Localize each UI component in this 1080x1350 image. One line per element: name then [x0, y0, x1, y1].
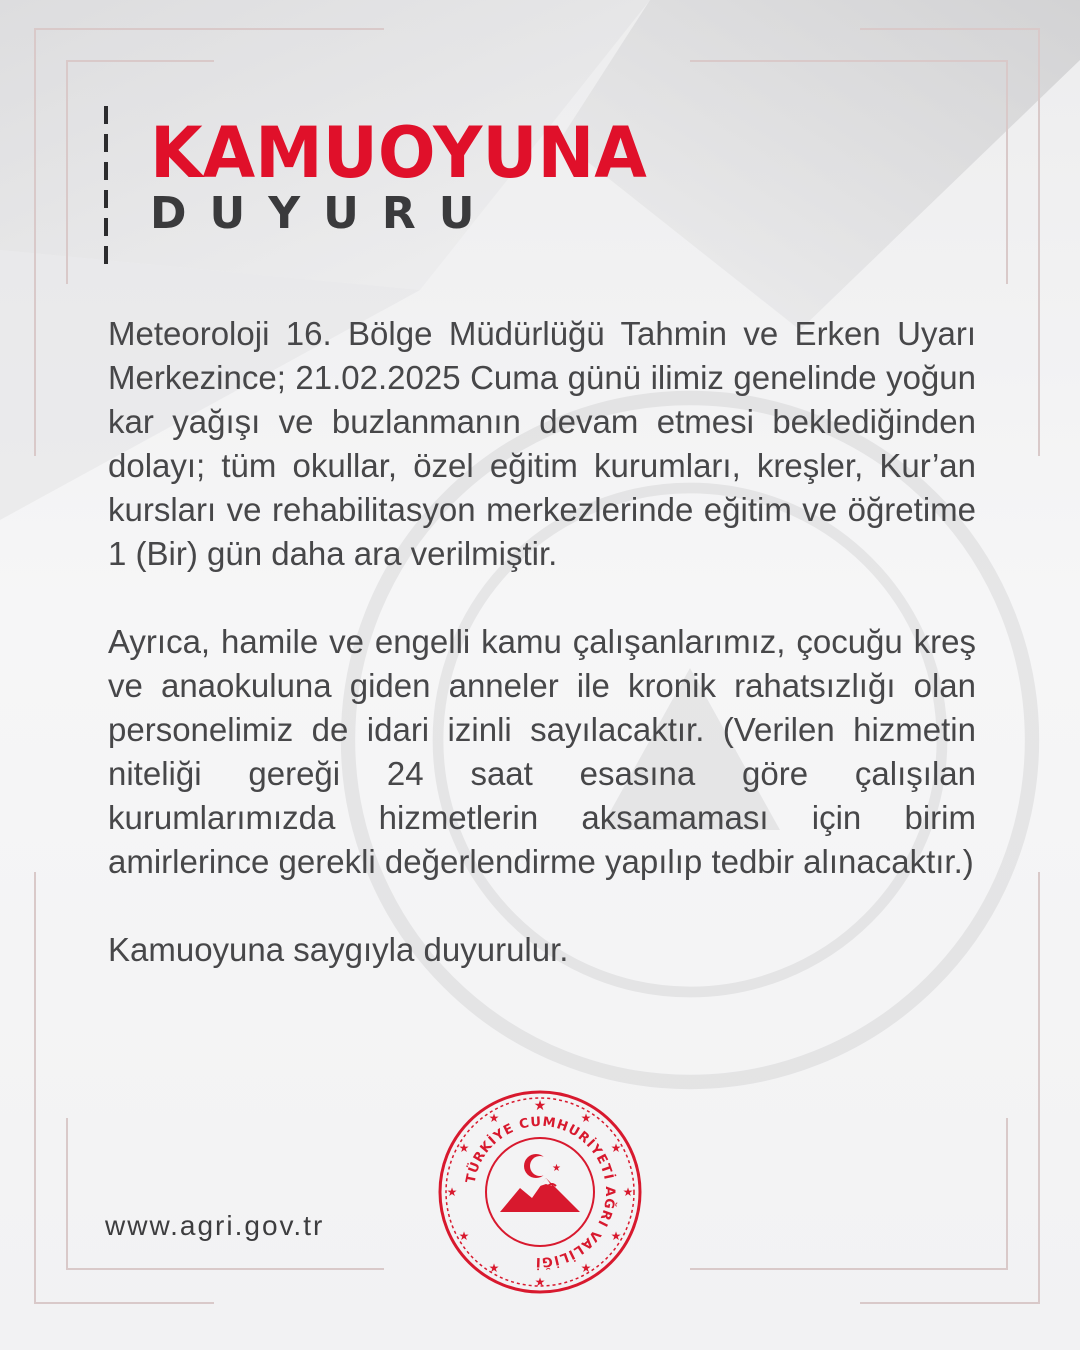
svg-text:★: ★ — [458, 1141, 470, 1155]
frame-line — [690, 60, 1008, 62]
website-link[interactable]: www.agri.gov.tr — [105, 1210, 325, 1241]
svg-text:★: ★ — [488, 1261, 500, 1275]
svg-text:TÜRKİYE CUMHURİYETİ AĞRI VALİL: TÜRKİYE CUMHURİYETİ AĞRI VALİLİĞİ — [463, 1114, 618, 1270]
frame-line — [1006, 1118, 1008, 1270]
body-paragraph: Ayrıca, hamile ve engelli kamu çalışanlarımız, çocuğu kreş ve anaokuluna giden anneler ile kronik rahatsızlığı olan personelimiz de idari izinli sayılacaktır. (Verilen hizmetin niteliği gereği 24 saat esasına göre çalışılan kurumlarımızda hizmetlerin aksamaması için birim amirlerince gerekli değerlendirme yapılıp tedbir alınacaktır.) — [108, 623, 976, 880]
title-dash-bar — [104, 106, 108, 270]
frame-line — [66, 60, 68, 284]
frame-line — [860, 1302, 1040, 1304]
svg-text:★: ★ — [488, 1111, 500, 1125]
svg-text:★: ★ — [622, 1185, 634, 1199]
svg-text:★: ★ — [610, 1141, 622, 1155]
frame-line — [66, 1268, 384, 1270]
announcement-body — [108, 312, 976, 972]
svg-text:★: ★ — [552, 1163, 561, 1174]
frame-line — [34, 28, 384, 30]
svg-text:★: ★ — [446, 1185, 458, 1199]
frame-line — [34, 872, 36, 1304]
svg-text:★: ★ — [580, 1261, 592, 1275]
svg-text:★: ★ — [534, 1275, 546, 1289]
frame-line — [66, 60, 214, 62]
frame-line — [34, 28, 36, 456]
agri-valiligi-seal-icon — [436, 1088, 644, 1296]
svg-text:★: ★ — [533, 1098, 547, 1114]
frame-line — [1038, 28, 1040, 456]
svg-text:★: ★ — [458, 1229, 470, 1243]
frame-line — [860, 28, 1040, 30]
page-subtitle: DUYURU — [150, 188, 498, 239]
body-paragraph: Meteoroloji 16. Bölge Müdürlüğü Tahmin ve Erken Uyarı Merkezince; 21.02.2025 Cuma günü ilimiz genelinde yoğun kar yağışı ve buzlanmanın devam etmesi beklediğinden dolayı; tüm okullar, özel eğitim kurumları, kreşler, Kur’an kursları ve rehabilitasyon merkezlerinde eğitim ve öğretime 1 (Bir) gün daha ara verilmiştir. — [108, 315, 976, 572]
svg-text:★: ★ — [580, 1111, 592, 1125]
frame-line — [34, 1302, 214, 1304]
body-paragraph: Kamuoyuna saygıyla duyurulur. — [108, 931, 569, 968]
frame-line — [690, 1268, 1008, 1270]
page-title: KAMUOYUNA — [150, 112, 647, 194]
svg-text:★: ★ — [610, 1229, 622, 1243]
frame-line — [1038, 872, 1040, 1304]
frame-line — [1006, 60, 1008, 284]
frame-line — [66, 1118, 68, 1270]
